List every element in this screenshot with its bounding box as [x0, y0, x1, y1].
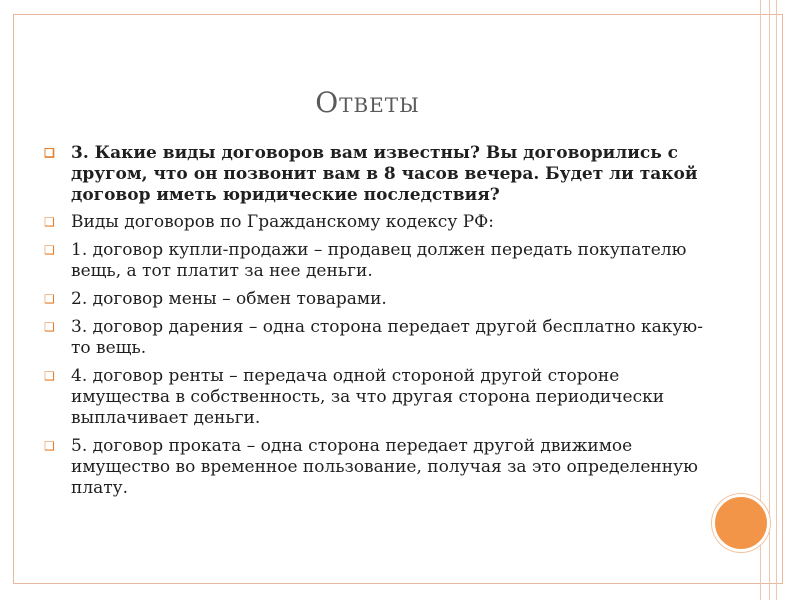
bullet-list [44, 143, 704, 506]
hollow-square-bullet-icon: ❑ [44, 369, 55, 383]
list-item [44, 240, 704, 282]
bullet-text: 4. договор ренты – передача одной стороной другой стороне имущества в собственность, за что другая сторона периодически выплачивает деньги. [71, 366, 665, 428]
slide-title: Ответы [315, 86, 420, 119]
list-item [44, 436, 704, 499]
bullet-text: Виды договоров по Гражданскому кодексу РФ: [71, 212, 495, 232]
list-item [44, 289, 704, 310]
bullet-text: 5. договор проката – одна сторона передает другой движимое имущество во временное пользование, получая за это определенную плату. [71, 436, 698, 498]
bullet-text: 3. договор дарения – одна сторона передает другой бесплатно какую-то вещь. [71, 317, 703, 358]
list-item [44, 317, 704, 359]
bullet-text: 1. договор купли-продажи – продавец должен передать покупателю вещь, а тот платит за нее деньги. [71, 240, 687, 281]
hollow-square-bullet-icon: ❑ [44, 215, 55, 229]
orange-circle-icon [712, 494, 770, 552]
list-item [44, 143, 704, 206]
list-item [44, 366, 704, 429]
hollow-square-bullet-icon: ❑ [44, 146, 55, 160]
bullet-text: 2. договор мены – обмен товарами. [71, 289, 387, 309]
list-item [44, 212, 704, 233]
hollow-square-bullet-icon: ❑ [44, 320, 55, 334]
decor-line [776, 0, 777, 600]
decor-line [769, 0, 770, 600]
hollow-square-bullet-icon: ❑ [44, 292, 55, 306]
hollow-square-bullet-icon: ❑ [44, 439, 55, 453]
bullet-text: 3. Какие виды договоров вам известны? Вы договорились с другом, что он позвонит вам в 8 часов вечера. Будет ли такой договор иметь юридические последствия? [71, 143, 698, 205]
hollow-square-bullet-icon: ❑ [44, 243, 55, 257]
